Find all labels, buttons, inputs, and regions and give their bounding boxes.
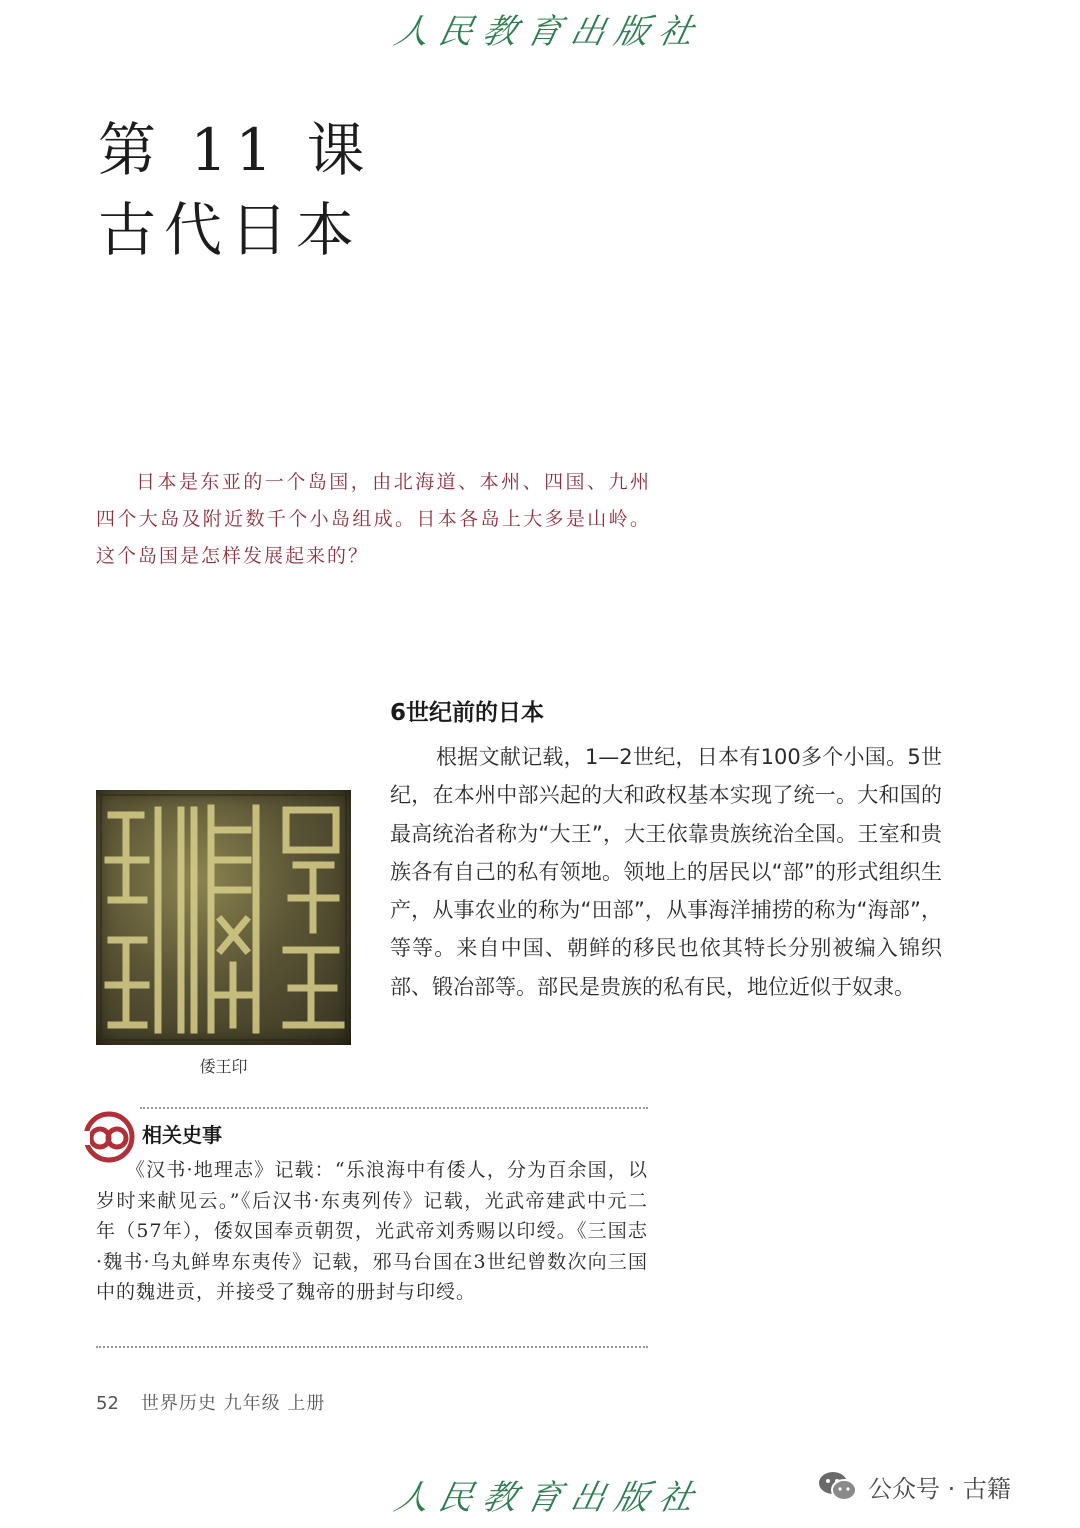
section-heading: 6世纪前的日本 [390, 700, 545, 726]
publisher-logo-bottom: 人民教育出版社 [390, 1478, 708, 1518]
intro-paragraph: 日本是东亚的一个岛国，由北海道、本州、四国、九州四个大岛及附近数千个小岛组成。日本各岛上大多是山岭。这个岛国是怎样发展起来的？ [96, 471, 651, 567]
page-footer [96, 1390, 325, 1418]
lesson-title: 古代日本 [98, 196, 363, 264]
publisher-logo-top: 人民教育出版社 [390, 12, 708, 52]
related-history-heading: 相关史事 [142, 1123, 222, 1147]
wechat-watermark [818, 1466, 1011, 1506]
watermark-text: 公众号 · 古籍 [868, 1474, 1011, 1503]
book-title: 世界历史 九年级 上册 [140, 1393, 326, 1414]
lesson-number: 第 11 课 [98, 116, 373, 184]
related-history-text: 《汉书·地理志》记载：“乐浪海中有倭人，分为百余国，以岁时来献见云。”《后汉书·东夷列传》记载，光武帝建武中元二年（57年），倭奴国奉贡朝贺，光武帝刘秀赐以印绶。《三国志·魏书·乌丸鲜卑东夷传》记载，邪马台国在3世纪曾数次向三国中的魏进贡，并接受了魏帝的册封与印绶。 [96, 1159, 648, 1303]
seal-engraving [96, 790, 351, 1045]
wa-king-seal-image [96, 790, 351, 1045]
related-bottom-divider [96, 1346, 648, 1348]
related-top-divider [140, 1107, 648, 1109]
page-number: 52 [96, 1393, 119, 1414]
wechat-icon [818, 1470, 858, 1502]
figure-caption: 倭王印 [199, 1057, 248, 1076]
section-body: 根据文献记载，1—2世纪，日本有100多个小国。5世纪，在本州中部兴起的大和政权基本实现了统一。大和国的最高统治者称为“大王”，大王依靠贵族统治全国。王室和贵族各有自己的私有领地。领地上的居民以“部”的形式组织生产，从事农业的称为“田部”，从事海洋捕捞的称为“海部”，等等。来自中国、朝鲜的移民也依其特长分别被编入锦织部、锻冶部等。部民是贵族的私有民，地位近似于奴隶。 [390, 745, 942, 999]
